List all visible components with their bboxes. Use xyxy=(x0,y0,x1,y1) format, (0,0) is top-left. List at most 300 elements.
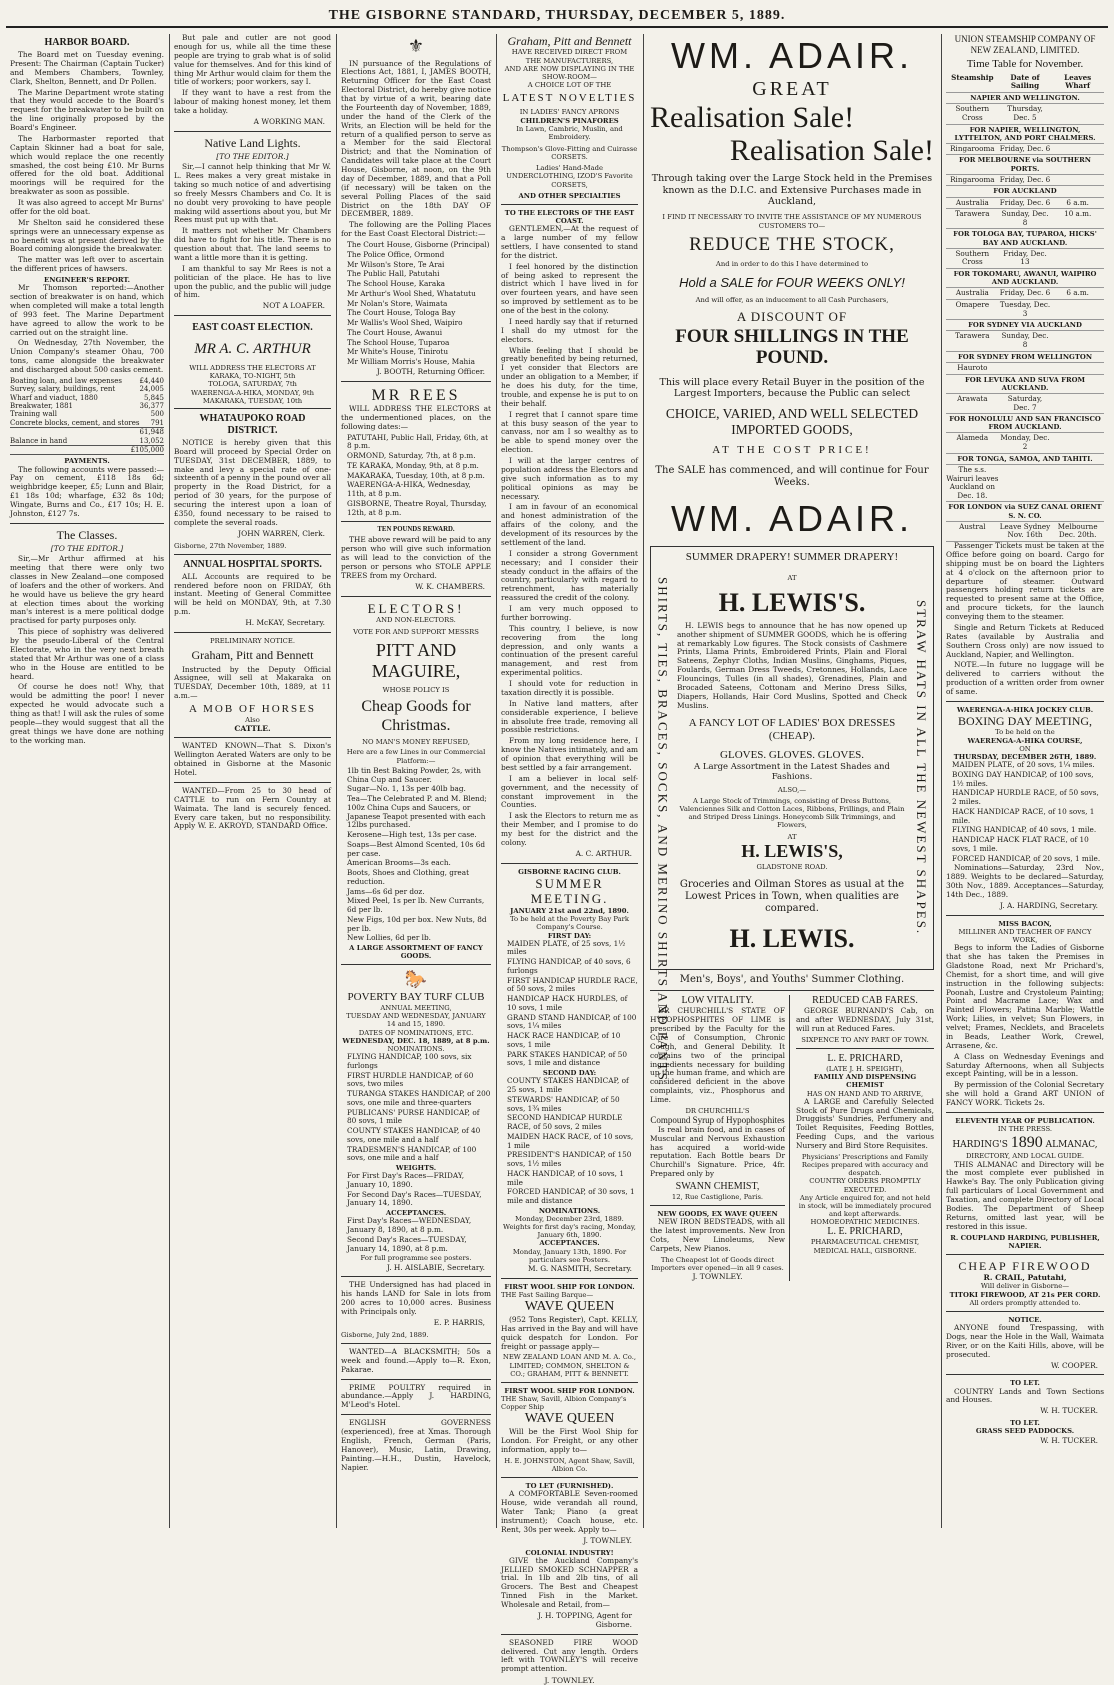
single-note: Single and Return Tickets at Reduced Rates (available by Australia and Southern Cross only) are now issued to Auckland, Napier, and Wellington. xyxy=(946,622,1104,659)
family-chemist: FAMILY AND DISPENSING CHEMIST xyxy=(813,1073,917,1090)
price-item: New Lollies, 6d per lb. xyxy=(347,933,431,943)
polling-place: The Court House, Gisborne (Principal) xyxy=(347,240,490,250)
fancy-goods: A LARGE ASSORTMENT OF FANCY GOODS. xyxy=(349,944,483,961)
nomination: FLYING HANDICAP, 100 sovs, six furlongs xyxy=(347,1052,472,1070)
reward-signature: W. K. CHAMBERS. xyxy=(415,581,485,591)
summer-place: To be held at the Poverty Bay Park Company's Course. xyxy=(509,915,630,932)
timetable-row xyxy=(946,209,1104,229)
timetable-title: Time Table for November. xyxy=(966,57,1084,70)
no-money-refused: NO MAN'S MONEY REFUSED, xyxy=(362,738,470,747)
timetable-cell: 6 a.m. xyxy=(1066,288,1089,298)
timetable-cell: Friday, Dec. 6 xyxy=(999,197,1051,207)
nomination: FIRST HURDLE HANDICAP, of 60 sovs, two miles xyxy=(347,1070,474,1089)
timetable-cell: Ringarooma xyxy=(950,174,995,184)
first-day-title: FIRST DAY: xyxy=(547,931,592,940)
directory-guide: DIRECTORY, AND LOCAL GUIDE. xyxy=(965,1152,1085,1161)
polling-place: The Court House, Awanui xyxy=(347,327,443,337)
paragraph: I will at the larger centres of population address the Electors and give such information as to my political opinions as may be necessary. xyxy=(501,456,638,501)
trimmings: A Large Stock of Trimmings, consisting of Dress Buttons, Valenciennes Silk and Cotton Laces, Ribbons, Frillings, and Plain and Striped Dress Linings. Honeycomb Silk Trimmings, and Flowers, xyxy=(679,796,905,830)
account-label: Breakwater, 1881 xyxy=(10,402,74,411)
jockey-club-title: WAERENGA-A-HIKA JOCKEY CLUB. xyxy=(956,705,1094,714)
hospital-sports-body: ALL Accounts are required to be rendered before noon on FRIDAY, 6th instant. Meeting of General Committee will be held on MONDAY, 9th, at 7.30 p.m. xyxy=(174,571,331,617)
paragraph: The matter was left over to ascertain the different prices of hawsers. xyxy=(10,255,164,274)
timetable-cell: Friday, Dec. 6 xyxy=(999,143,1051,153)
wool-ship-2-title: FIRST WOOL SHIP FOR LONDON. xyxy=(504,1386,635,1395)
venue: ORMOND, Saturday, 7th, at 8 p.m. xyxy=(347,451,476,461)
townley-bottom: J. TOWNLEY. xyxy=(544,1676,595,1685)
harbor-board-title: HARBOR BOARD. xyxy=(44,37,130,48)
fancy-aprons: IN LADIES' FANCY APRONS xyxy=(519,108,620,117)
timetable-section: NAPIER AND WELLINGTON. xyxy=(946,93,1104,104)
timetable-cell: Thursday, Dec. 5 xyxy=(1007,104,1043,122)
timetable-cell: Tarawera xyxy=(955,209,990,219)
hardings-almanac xyxy=(946,1133,1104,1152)
harris-date: Gisborne, July 2nd, 1889. xyxy=(341,1330,429,1339)
latest-novelties: LATEST NOVELTIES xyxy=(502,92,637,105)
paragraph: I ask the Electors to return me as their Member, and I promise to do my best for the district and the colony. xyxy=(501,811,638,847)
race: HANDICAP HACK FLAT RACE, of 10 sovs, 1 mile. xyxy=(952,835,1089,853)
classes-title: The Classes. xyxy=(56,527,118,542)
noms-title: NOMINATIONS. xyxy=(538,1206,601,1215)
non-electors: AND NON-ELECTORS. xyxy=(376,616,456,625)
townley-signature: J. TOWNLEY. xyxy=(583,1535,632,1545)
to-let-title: TO LET (FURNISHED). xyxy=(525,1482,614,1491)
paragraph: It matters not whether Mr Chambers did have to fight for his title. There is no question about that. The land seems to want a little more than it is getting. xyxy=(174,226,331,262)
road-district-body: NOTICE is hereby given that this Board will proceed by Special Order on TUESDAY, 31st DECEMBER, 1889, to make and levy a special rate of one-sixteenth of a penny in the pound over all property in the Road District, for a period of 30 years, for the purpose of securing the interest upon a loan of £350, found necessary to be raised to complete the several roads. xyxy=(174,437,331,527)
native-land-signature: NOT A LOAFER. xyxy=(262,301,325,311)
english-governess: ENGLISH GOVERNESS (experienced), free at Xmas. Thorough English, French, German (Paris, Hanover), Music, Latin, Drawing, Painting.—H.H., Dustin, Havelock, Napier. xyxy=(341,1418,491,1472)
venue: GISBORNE, Theatre Royal, Thursday, 12th, at 8 p.m. xyxy=(347,498,487,517)
timetable-cell: Sunday, Dec. 8 xyxy=(1001,331,1049,350)
price-item: New Figs, 10d per box. New Nuts, 8d per lb. xyxy=(347,914,487,933)
timetable-section: FOR MELBOURNE via SOUTHERN PORTS. xyxy=(946,155,1104,174)
race: FIRST HANDICAP HURDLE RACE, of 50 sovs, 2 miles xyxy=(507,975,638,994)
race: FLYING HANDICAP, of 40 sovs, 6 furlongs xyxy=(507,957,631,975)
gloves: GLOVES. GLOVES. GLOVES. xyxy=(720,748,864,761)
polling-place: Mr Wallis's Wool Shed, Waipiro xyxy=(347,318,463,328)
noms-body: Monday, December 23rd, 1889. Weights for first day's racing, Monday, January 6th, 1890. xyxy=(503,1215,636,1240)
prichard-2: L. E. PRICHARD, xyxy=(827,1226,903,1238)
four-shillings: FOUR SHILLINGS IN THE POUND. xyxy=(675,325,909,368)
preliminary-notice-title: PRELIMINARY NOTICE. xyxy=(210,636,295,645)
timetable-cell: Friday, Dec. 6 xyxy=(999,174,1051,184)
acceptances-title: ACCEPTANCES. xyxy=(385,1209,447,1218)
electors-title: ELECTORS! xyxy=(367,600,465,616)
paragraph: While feeling that I should be greatly benefited by being returned, I yet consider that Electors are under an obligation to a Member, if he does his duty, for the time, trouble, and expense he is put to on their behalf. xyxy=(501,345,638,408)
milliner: MILLINER AND TEACHER OF FANCY WORK, xyxy=(958,927,1092,945)
racing-club-title: GISBORNE RACING CLUB. xyxy=(518,867,621,876)
column-2 xyxy=(170,34,335,1528)
nomination: COUNTY STAKES HANDICAP, of 40 sovs, one mile and a half xyxy=(347,1126,481,1144)
horses-heading: A MOB OF HORSES xyxy=(189,703,316,715)
any-article: Any Article enquired for, and not held in stock, will be immediately procured and kept afterwards. xyxy=(798,1193,932,1219)
timetable-header-cell: Steamship xyxy=(951,72,994,82)
timetable-row xyxy=(946,433,1104,453)
almanac: ALMANAC, xyxy=(1045,1140,1098,1151)
retail-buyer: This will place every Retail Buyer in the position of the Largest Importers, because the Public can select xyxy=(659,376,925,400)
bacon-class: A Class on Wednesday Evenings and Saturday Afternoons, when all Subjects except Painting, will be in a lesson. xyxy=(946,1051,1104,1079)
paragraph: I consider a strong Government necessary; and I consider their steady conduct in the affairs of the country, particularly with regard to retrenchment, has materially reassured the credit of the colony. xyxy=(501,548,638,603)
price-item: Jams—6s 6d per doz. xyxy=(347,886,425,896)
low-vitality-title: LOW VITALITY. xyxy=(681,995,754,1007)
arthur-venues xyxy=(176,372,329,405)
arthur-name: MR A. C. ARTHUR xyxy=(194,341,311,358)
churchill: DR CHURCHILL'S xyxy=(685,1106,750,1115)
account-value: 500 xyxy=(150,410,164,419)
timetable-cell: Australia xyxy=(955,197,989,207)
cooper: W. COOPER. xyxy=(1050,1360,1098,1370)
harris-signature: E. P. HARRIS, xyxy=(433,1317,485,1327)
timetable-header-cell: Leaves Wharf xyxy=(1064,72,1092,91)
first-day-list xyxy=(501,940,638,1069)
on: ON xyxy=(1019,744,1031,753)
union-steamship-title: UNION STEAMSHIP COMPANY OF NEW ZEALAND, LIMITED. xyxy=(954,34,1096,55)
price-item: Tea—The Celebrated P. and M. Blend; 100z China Cups and Saucers, or Japanese Teapot presented with each 12lbs purchased. xyxy=(347,794,487,830)
accounts-table xyxy=(10,377,164,456)
nomination: TRADESMEN'S HANDICAP, of 100 sovs, one mile and a half xyxy=(347,1144,477,1163)
paragraph: But pale and cutler are not good enough for us, while all the time these people are trying to grab what is of solid value for themselves. And for this kind of thing Mr Arthur would claim for them the title of workers; poor workers, say I. xyxy=(174,33,331,87)
native-land-subtitle: [TO THE EDITOR.] xyxy=(216,152,289,162)
wave-queen-1: WAVE QUEEN xyxy=(524,1299,615,1315)
paragraph: Of course he does not! Why, that would be admitting the poor! I never expected he would advocate such a thing as that! I will ask the rules of some people—they would suggest that all the great things we have done are nothing to the working man. xyxy=(10,682,164,745)
low-vitality-advert xyxy=(650,995,790,1281)
timetable-cell: Friday, Dec. 6 xyxy=(999,288,1051,298)
vertical-shirts: SHIRTS, TIES, BRACES, SOCKS, AND MERINO SHIRTS AND PANTS. xyxy=(655,577,671,1088)
corsets: Thompson's Glove-Fitting and Cuirasse CORSETS. xyxy=(501,144,638,162)
timetable-section: FOR LEVUKA AND SUVA FROM AUCKLAND. xyxy=(946,375,1104,394)
cab-fares-body: GEORGE BURNAND'S Cab, on and after WEDNESDAY, July 31st, will run at Reduced Fares. xyxy=(796,1006,934,1034)
timetable-section: FOR HONOLULU AND SAN FRANCISCO FROM AUCKLAND. xyxy=(946,414,1104,433)
harbor-board-body xyxy=(10,51,164,274)
to-let-2: TO LET. xyxy=(1010,1419,1040,1428)
column-6 xyxy=(942,34,1108,1528)
race: HACK HANDICAP RACE, of 10 sovs, 1 mile. xyxy=(952,806,1095,825)
to-let-body: COUNTRY Lands and Town Sections and Houses. xyxy=(946,1386,1104,1405)
timetable-row xyxy=(946,331,1104,351)
adair-heading-2: WM. ADAIR. xyxy=(670,498,913,540)
timetable-header-cell: Date of Sailing xyxy=(1010,72,1040,91)
timetable-section: FOR SYDNEY VIA AUCKLAND xyxy=(946,320,1104,331)
race: SECOND HANDICAP HURDLE RACE, of 50 sovs, 2 miles xyxy=(507,1113,623,1132)
timetable-row xyxy=(946,394,1104,414)
summer-meeting: SUMMER MEETING. xyxy=(530,875,609,907)
nominations-dates: DATES OF NOMINATIONS, ETC. xyxy=(358,1028,474,1037)
nominations-title: NOMINATIONS. xyxy=(387,1044,445,1053)
accs-body: Monday, January 13th, 1890. For particulars see Posters. xyxy=(512,1247,627,1264)
timetable-cell: Friday, Dec. 13 xyxy=(1003,248,1047,267)
price-item: Boots, Shoes and Clothing, great reduction. xyxy=(347,868,470,886)
paragraph: On Wednesday, 27th November, the Union Company's steamer Ohau, 700 tons, came alongside the breakwater and discharged about 500 casks cement. xyxy=(10,338,164,375)
race: GRAND STAND HANDICAP, of 100 sovs, 1¼ miles xyxy=(507,1012,637,1031)
to-electors-title: TO THE ELECTORS OF THE EAST COAST. xyxy=(504,208,635,226)
prichard-1: L. E. PRICHARD, xyxy=(827,1053,903,1065)
election-title: EAST COAST ELECTION. xyxy=(192,322,313,334)
gpb-line: THE MANUFACTURERS, xyxy=(525,56,614,65)
cab-fares-title: REDUCED CAB FARES. xyxy=(812,995,918,1007)
race: HANDICAP HURDLE RACE, of 50 sovs, 2 miles. xyxy=(952,788,1099,807)
boxing-races xyxy=(946,761,1104,863)
paragraph: This country, I believe, is now recovering from the long depression, and only wants a continuation of the present careful management, and rest from experimental politics. xyxy=(501,623,638,678)
family-sub: HAS ON HAND AND TO ARRIVE, xyxy=(806,1089,924,1098)
race: PRESIDENT'S HANDICAP, of 150 sovs, 1½ miles xyxy=(507,1150,632,1169)
rees-venues xyxy=(341,434,491,518)
gpb-line: A CHOICE LOT OF THE xyxy=(527,81,612,90)
timetable-cell: Omapere xyxy=(955,300,990,310)
luggage-note: NOTE.—In future no luggage will be delivered to carriers without the production of a written order from owner of same. xyxy=(946,660,1104,697)
timetable-cell: Monday, Dec. 2 xyxy=(1000,433,1050,452)
venue: TE KARAKA, Monday, 9th, at 8 p.m. xyxy=(347,460,479,470)
timetable-cell xyxy=(1051,434,1104,451)
boxing-date: THURSDAY, DECEMBER 26TH, 1889. xyxy=(953,752,1097,761)
gpb-line: HAVE RECEIVED DIRECT FROM xyxy=(511,48,628,57)
race: MAIDEN PLATE, of 25 sovs, 1½ miles xyxy=(507,938,626,957)
polling-place: The Public Hall, Patutahi xyxy=(347,269,440,279)
groceries: Groceries and Oilman Stores as usual at the Lowest Prices in Town, when qualities are compared. xyxy=(679,879,905,915)
find-necessary: I FIND IT NECESSARY TO INVITE THE ASSISTANCE OF MY NUMEROUS CUSTOMERS TO— xyxy=(662,213,922,230)
townley-c: J. TOWNLEY. xyxy=(692,1272,743,1282)
paragraph: I am a believer in local self-government, and the necessity of constant improvement in the Counties. xyxy=(501,773,638,810)
timetable-section: FOR AUCKLAND xyxy=(946,186,1104,197)
rees-intro: WILL ADDRESS THE ELECTORS at the undermentioned places, on the following dates:— xyxy=(341,403,491,431)
timetable-row xyxy=(946,288,1104,300)
race: STEWARDS' HANDICAP, of 50 sovs, 1¾ miles xyxy=(507,1094,620,1113)
coupland: R. COUPLAND HARDING, PUBLISHER, NAPIER. xyxy=(950,1233,1100,1250)
timetable-cell: Tarawera xyxy=(955,331,990,341)
wool-ship-1-body: (952 Tons Register), Capt. KELLY, Has arrived in the Bay and will have quick despatch for London. For freight or passage apply— xyxy=(501,1314,638,1351)
timetable-header xyxy=(946,73,1104,93)
timetable-row xyxy=(946,175,1104,187)
bedsteads: NEW IRON BEDSTEADS, with all the latest improvements. New Iron Cots, New Linoleums, New Carpets, New Pianos. xyxy=(650,1217,785,1254)
pitt-maguire: PITT AND MAGUIRE, xyxy=(371,639,461,682)
arthur-intro: WILL ADDRESS THE ELECTORS AT xyxy=(189,364,316,373)
nomination: PUBLICANS' PURSE HANDICAP, of 80 sovs, 1 mile xyxy=(347,1107,480,1126)
adair-heading: WM. ADAIR. xyxy=(670,35,913,76)
paragraph: From my long residence here, I know the Natives intimately, and am of opinion that everything will be best settled by a fair arrangement. xyxy=(501,736,638,772)
to-let-1: TO LET. xyxy=(1010,1379,1040,1388)
race: PARK STAKES HANDICAP, of 50 sovs, 1 mile and distance xyxy=(507,1049,627,1068)
letter-signature: A WORKING MAN. xyxy=(253,116,325,126)
underclothing: Ladies' Hand-Made UNDERCLOTHING, IZOD'S Favorite CORSETS, xyxy=(506,164,633,189)
timetable-section: FOR NAPIER, WELLINGTON, LYTTELTON, AND PORT CHALMERS. xyxy=(946,125,1104,144)
notice-title: NOTICE. xyxy=(1008,1315,1042,1324)
prime-poultry: PRIME POULTRY required in abundance.—Apply J. HARDING, M'Leod's Hotel. xyxy=(341,1382,491,1410)
column-5 xyxy=(644,34,940,1528)
paragraph: The Harbormaster reported that Captain Skinner had a boat for sale, which would replace the one recently smashed, the cost being £10. Mr Burns offered for the old boat. Additional moorings will be required for the breakwater as soon as possible. xyxy=(10,133,164,197)
programme-note: For full programme see posters. xyxy=(360,1254,472,1263)
timetable-section: FOR SYDNEY FROM WELLINGTON xyxy=(946,352,1104,363)
almanac-body: THIS ALMANAC and Directory will be the most complete ever published in Hawke's Bay. The only Publication giving full particulars of Local Government and Taxation, and complete Directory of Local Bodies. The Department of Sheep Returns, omitted last year, will be restored in this issue. xyxy=(946,1159,1104,1231)
importers: The Cheapest lot of Goods direct Importers ever opened—in all 9 cases. xyxy=(651,1255,784,1273)
orders: All orders promptly attended to. xyxy=(969,1298,1081,1307)
polling-place: The Court House, Tologa Bay xyxy=(347,308,456,318)
notice-body: ANYONE found Trespassing, with Dogs, near the Hole in the Wall, Waimata River, or on the Kaiti Hills, above, will be prosecuted. xyxy=(946,1323,1104,1359)
race: HANDICAP HACK HURDLES, of 10 sovs, 1 mile xyxy=(507,994,628,1012)
weights-title: WEIGHTS. xyxy=(395,1164,437,1173)
balance-value: 13,052 xyxy=(139,436,164,445)
venue: KARAKA, TO-NIGHT, 5th xyxy=(209,372,296,381)
aislabie-signature: J. H. AISLABIE, Secretary. xyxy=(386,1262,485,1272)
timetable-cell: Southern Cross xyxy=(955,248,990,267)
timetable-cell: Leave Sydney Nov. 16th xyxy=(999,521,1051,540)
wanted-blacksmith: WANTED—A BLACKSMITH; 50s a week and found.—Apply to—R. Exon, Pakarae. xyxy=(341,1346,491,1374)
column-3 xyxy=(337,34,495,1528)
timetable-cell xyxy=(1051,145,1104,154)
column-1 xyxy=(6,34,168,1528)
second-day-list xyxy=(501,1077,638,1206)
gladstone-road: GLADSTONE ROAD. xyxy=(756,863,828,872)
masthead: THE GISBORNE STANDARD, THURSDAY, DECEMBER 5, 1889. xyxy=(6,8,1108,28)
booth-signature: J. BOOTH, Returning Officer. xyxy=(376,366,485,376)
prescriptions: Physicians' Prescriptions and Family Recipes prepared with accuracy and despatch. xyxy=(801,1152,929,1178)
road-district-signature: JOHN WARREN, Clerk. xyxy=(238,528,325,538)
timetable-cell xyxy=(1051,466,1104,501)
timetable-cell xyxy=(1051,105,1104,122)
race: FLYING HANDICAP, of 40 sovs, 1 mile. xyxy=(952,825,1097,835)
paragraph: This piece of sophistry was delivered by the pseudo-Liberal of the Central Electorate, who in the very next breath stated that Mr Arthur was one of a class who in the House are entitled to be heard. xyxy=(10,627,164,681)
price-item: Kerosene—High test, 13s per case. xyxy=(347,830,477,840)
timetable-cell xyxy=(1051,395,1104,412)
account-row xyxy=(10,377,164,385)
paragraph: If they want to have a rest from the labour of making honest money, let them take a holiday. xyxy=(174,88,331,115)
reward-body: THE above reward will be paid to any person who will give such information as will lead to the conviction of the person or persons who STOLE APPLE TREES from my Orchard. xyxy=(341,535,491,580)
to-let-body: A COMFORTABLE Seven-roomed House, wide verandah all round, Water Tank; Piano (a great instrument); Coach house, etc. Rent, 30s per week. Apply to— xyxy=(501,1489,638,1534)
acceptance-line: Second Day's Races—TUESDAY, January 14, 1890, at 8 p.m. xyxy=(347,1234,467,1253)
bacon-body: Begs to inform the Ladies of Gisborne that she has taken the Premises in Gladstone Road, next Mr Prichard's, Chemist, for a short time, and will give instruction in the following subjects: Poonah, Lustre and Crystoleum Painting; Point and Macrame Lace; Wax and Painted Flowers; Patina Marble; Wattle Work; Lilies, in velvet; Sun Flowers, in velvet; Frames, Necklets, and Bracelets in Beads, Leather Work, Crewel, Arrasene, &c. xyxy=(946,943,1104,1050)
column-4 xyxy=(497,34,642,1685)
price-item: Soaps—Best Almond Scented, 10s 6d per case. xyxy=(347,839,486,858)
polling-place: Mr Arthur's Wool Shed, Whatatutu xyxy=(347,288,476,298)
annual-meeting: ANNUAL MEETING, xyxy=(380,1004,452,1013)
cheap-goods: Cheap Goods for Christmas. xyxy=(361,697,471,735)
timetable-row xyxy=(946,249,1104,269)
choice-varied: CHOICE, VARIED, AND WELL SELECTED IMPORTED GOODS, xyxy=(665,405,919,437)
topping-signature: J. H. TOPPING, Agent for Gisborne. xyxy=(537,1610,632,1629)
native-land-body xyxy=(174,163,331,300)
paragraph: I need hardly say that if returned I shall do my utmost for the electors. xyxy=(501,316,638,344)
fancy-lot: A FANCY LOT OF LADIES' BOX DRESSES (CHEAP). xyxy=(688,716,896,742)
race: FORCED HANDICAP, of 20 sovs, 1 mile. xyxy=(952,853,1101,863)
royal-arms-icon: ⚜ xyxy=(407,36,425,57)
paragraph: It was also agreed to accept Mr Burns' offer for the old boat. xyxy=(10,198,164,216)
low-vitality-body: DR CHURCHILL'S STATE OF HYPOPHOSPHITES OF LIME is prescribed by the Faculty for the Cure of Consumption, Chronic Cough, and General Debility. It contains two of the principal ingredients necessary for building up the human frame, and which are considered deficient in the above complaints, viz., Phosphorus and Lime. xyxy=(650,1006,785,1105)
at-cost-price: AT THE COST PRICE! xyxy=(712,443,872,456)
horse-race-icon: 🐎 xyxy=(404,969,428,991)
boxing-day-meeting: BOXING DAY MEETING, xyxy=(957,714,1093,729)
venue: MAKARAKA, TUESDAY, 10th xyxy=(202,396,303,405)
wanted-cattle: WANTED—From 25 to 30 head of CATTLE to run on Fern Country at Waimata. The land is securely fenced. Every care taken, but no responsibility. Apply W. E. AKROYD, STANDARD Office. xyxy=(174,785,331,831)
almanac-year: 1890 xyxy=(1010,1134,1043,1152)
timetable-cell xyxy=(1051,301,1104,318)
timetable-cell: Saturday, Dec. 7 xyxy=(1007,393,1043,412)
account-value: 36,377 xyxy=(139,402,164,411)
to-electors-body xyxy=(501,225,638,848)
payments-title: PAYMENTS. xyxy=(64,457,110,466)
acceptances-list xyxy=(341,1217,491,1253)
price-item: Sugar—No. 1, 13s per 40lb bag. xyxy=(347,784,466,794)
timetable-cell: Sunday, Dec. 8 xyxy=(1001,209,1049,227)
account-label: Training wall xyxy=(10,410,58,419)
cattle-heading: CATTLE. xyxy=(234,724,271,734)
timetable-cell xyxy=(1051,364,1104,373)
timetable-cell xyxy=(1051,332,1104,349)
timetable-cell xyxy=(1051,250,1104,267)
horses-also: Also xyxy=(245,716,260,725)
rees-title: MR REES xyxy=(371,386,461,404)
paragraph: The Board met on Tuesday evening. Present: The Chairman (Captain Tucker) and Members Chambers, Townley, Clark, Shelton, Bennett, and Dr Pollen. xyxy=(10,50,164,86)
jockey-signature: J. A. HARDING, Secretary. xyxy=(999,900,1098,910)
paragraph: The Marine Department wrote stating that they would accede to the Board's request for the breakwater to be built on the line originally proposed by the Board's Engineer. xyxy=(10,87,164,132)
pharma: PHARMACEUTICAL CHEMIST, MEDICAL HALL, GISBORNE. xyxy=(810,1238,920,1255)
crail: R. CRAIL, Patutahi, xyxy=(983,1273,1067,1283)
second-day-title: SECOND DAY: xyxy=(542,1069,597,1078)
wool-ship-1-title: FIRST WOOL SHIP FOR LONDON. xyxy=(504,1282,635,1291)
turf-club-title: POVERTY BAY TURF CLUB xyxy=(347,990,485,1003)
venue: WAERENGA-A-HIKA, Wednesday, 11th, at 8 p.m. xyxy=(347,480,471,499)
few-lines: Here are a few Lines in our Commercial Platform:— xyxy=(346,748,486,765)
vertical-straw-hats: STRAW HATS IN ALL THE NEWEST SHAPES. xyxy=(914,599,929,935)
nasmith-signature: M. G. NASMITH, Secretary. xyxy=(528,1263,632,1273)
miss-bacon: MISS BACON, xyxy=(998,919,1052,928)
timetable-section: FOR TONGA, SAMOA, AND TAHITI. xyxy=(946,454,1104,465)
realisation-sale-2: Realisation Sale! xyxy=(729,134,934,168)
account-label: Survey, salary, buildings, rent xyxy=(10,385,116,394)
account-subtotal: 61,948 xyxy=(10,427,164,436)
engineers-report-body xyxy=(10,284,164,375)
policy-line: WHOSE POLICY IS xyxy=(382,685,450,694)
reduce-stock: REDUCE THE STOCK, xyxy=(689,233,895,255)
account-row xyxy=(10,419,164,427)
timetable-cell: Southern Cross xyxy=(955,104,990,122)
swann-address: 12, Rue Castiglione, Paris. xyxy=(671,1193,764,1202)
polling-place: Mr White's House, Tinirotu xyxy=(347,347,449,357)
timetable-cell: Tuesday, Dec. 3 xyxy=(999,300,1051,318)
price-item: Mixed Peel, 1s per lb. New Currants, 6d per lb. xyxy=(347,896,485,915)
timetable-row xyxy=(946,300,1104,320)
price-item: 1lb tin Best Baking Powder, 2s, with China Cup and Saucer. xyxy=(347,765,481,784)
course: WAERENGA-A-HIKA COURSE, xyxy=(967,736,1083,745)
timetable-section: FOR TOLOGA BAY, TUPAROA, HICKS' BAY AND AUCKLAND. xyxy=(946,229,1104,248)
timetable-section: FOR LONDON via SUEZ CANAL ORIENT S. N. CO. xyxy=(946,502,1104,521)
wave-queen-2: WAVE QUEEN xyxy=(524,1411,615,1427)
polling-place: Mr William Morris's House, Mahia xyxy=(347,357,475,367)
also: ALSO,— xyxy=(777,785,807,794)
great-heading: GREAT xyxy=(752,78,832,101)
road-district-title: WHATAUPOKO ROAD DISTRICT. xyxy=(199,412,306,436)
paragraph: I regret that I cannot spare time at this busy season of the year to canvass, nor am I so wealthy as to be able to spend money over the election. xyxy=(501,409,638,455)
timetable-row xyxy=(946,104,1104,124)
race: FORCED HANDICAP, of 30 sovs, 1 mile and distance xyxy=(507,1187,635,1206)
paragraph: I am in favour of an economical and honest administration of the affairs of the colony, and the development of its resources by the settlement of the land. xyxy=(501,502,638,547)
titoki: TITOKI FIREWOOD, AT 21s PER CORD. xyxy=(949,1290,1101,1299)
timetable-cell xyxy=(1051,176,1104,185)
weight-line: For Second Day's Races—TUESDAY, January 14, 1890. xyxy=(347,1189,482,1208)
sale-commenced: The SALE has commenced, and will continue for Four Weeks. xyxy=(655,465,929,489)
in-order: And in order to do this I have determined to xyxy=(715,260,869,269)
four-weeks-sale: Hold a SALE for FOUR WEEKS ONLY! xyxy=(679,274,905,290)
timetable-row xyxy=(946,465,1104,503)
timetable-cell: Austral xyxy=(959,521,986,531)
timetable-cell: The s.s. Wairuri leaves Auckland on Dec. 18. xyxy=(946,464,999,500)
mens-clothing: Men's, Boys', and Youths' Summer Clothing. xyxy=(650,974,934,991)
account-label: Boating loan, and law expenses xyxy=(10,376,122,385)
timetable-row xyxy=(946,144,1104,156)
through-taking: Through taking over the Large Stock held in the Premises known as the D.I.C. and Extensive Purchases made in Auckland, xyxy=(651,173,933,207)
polling-place: Mr Wilson's Store, Te Arai xyxy=(347,259,445,269)
paragraph: Mr Shelton said he considered these springs were an unnecessary expense as no benefit was at present derived by the Board coming alongside the breakwater. xyxy=(10,217,164,254)
race: BOXING DAY HANDICAP, of 100 sovs, 1½ miles. xyxy=(952,769,1094,788)
polling-place: The School House, Karaka xyxy=(347,279,445,289)
account-value: £4,440 xyxy=(139,376,164,385)
